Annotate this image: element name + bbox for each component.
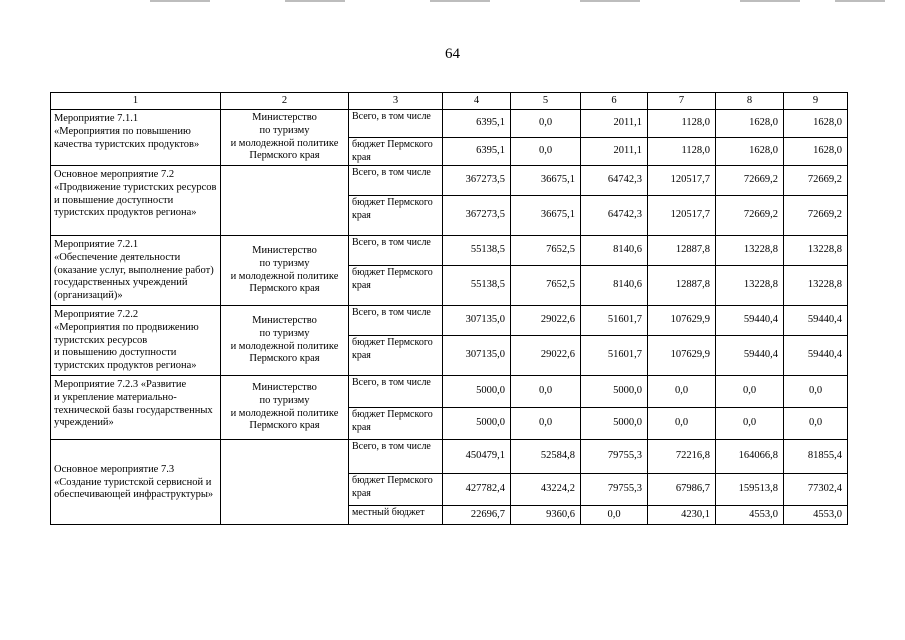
amount-cell: 0,0	[511, 408, 581, 440]
amount-cell: 2011,1	[581, 110, 648, 138]
amount-cell: 7652,5	[511, 266, 581, 306]
amount-cell: 0,0	[511, 138, 581, 166]
amount-cell: 450479,1	[443, 440, 511, 474]
activity-name-cell: Мероприятие 7.1.1 «Мероприятия по повышению качества туристских продуктов»	[51, 110, 221, 166]
amount-cell: 59440,4	[784, 336, 848, 376]
responsible-executor-cell: Министерство по туризму и молодежной политике Пермского края	[221, 376, 349, 440]
amount-cell: 120517,7	[648, 166, 716, 196]
amount-cell: 0,0	[511, 110, 581, 138]
amount-cell: 6395,1	[443, 138, 511, 166]
table-row	[51, 440, 848, 474]
amount-cell: 8140,6	[581, 236, 648, 266]
amount-cell: 72669,2	[716, 166, 784, 196]
amount-cell: 6395,1	[443, 110, 511, 138]
amount-cell: 367273,5	[443, 166, 511, 196]
amount-cell: 13228,8	[784, 266, 848, 306]
amount-cell: 64742,3	[581, 166, 648, 196]
amount-cell: 2011,1	[581, 138, 648, 166]
funding-source-cell: местный бюджет	[349, 506, 443, 525]
amount-cell: 55138,5	[443, 266, 511, 306]
amount-cell: 43224,2	[511, 474, 581, 506]
table-header	[51, 93, 848, 110]
scan-edge-line	[430, 0, 490, 2]
funding-source-cell: бюджет Пермского края	[349, 408, 443, 440]
column-number-header: 2	[221, 93, 349, 110]
amount-cell: 1128,0	[648, 110, 716, 138]
table-row	[51, 306, 848, 336]
amount-cell: 59440,4	[716, 336, 784, 376]
activity-name-cell: Мероприятие 7.2.1 «Обеспечение деятельности (оказание услуг, выполнение работ) государственных учреждений (организаций)»	[51, 236, 221, 306]
amount-cell: 72216,8	[648, 440, 716, 474]
amount-cell: 0,0	[784, 376, 848, 408]
amount-cell: 164066,8	[716, 440, 784, 474]
amount-cell: 67986,7	[648, 474, 716, 506]
header-row	[51, 93, 848, 110]
amount-cell: 72669,2	[784, 166, 848, 196]
amount-cell: 427782,4	[443, 474, 511, 506]
scan-edge-line	[285, 0, 345, 2]
amount-cell: 1628,0	[716, 138, 784, 166]
amount-cell: 1128,0	[648, 138, 716, 166]
amount-cell: 120517,7	[648, 196, 716, 236]
amount-cell: 8140,6	[581, 266, 648, 306]
table-row	[51, 376, 848, 408]
amount-cell: 5000,0	[443, 376, 511, 408]
amount-cell: 81855,4	[784, 440, 848, 474]
amount-cell: 0,0	[716, 376, 784, 408]
funding-source-cell: Всего, в том числе	[349, 110, 443, 138]
amount-cell: 72669,2	[784, 196, 848, 236]
amount-cell: 29022,6	[511, 336, 581, 376]
amount-cell: 1628,0	[784, 138, 848, 166]
responsible-executor-cell	[221, 440, 349, 525]
column-number-header: 8	[716, 93, 784, 110]
column-number-header: 4	[443, 93, 511, 110]
column-number-header: 6	[581, 93, 648, 110]
amount-cell: 0,0	[581, 506, 648, 525]
amount-cell: 13228,8	[784, 236, 848, 266]
amount-cell: 36675,1	[511, 166, 581, 196]
table-row	[51, 166, 848, 196]
table-row	[51, 110, 848, 138]
responsible-executor-cell: Министерство по туризму и молодежной политике Пермского края	[221, 110, 349, 166]
amount-cell: 307135,0	[443, 336, 511, 376]
funding-source-cell: бюджет Пермского края	[349, 474, 443, 506]
funding-source-cell: Всего, в том числе	[349, 440, 443, 474]
responsible-executor-cell: Министерство по туризму и молодежной политике Пермского края	[221, 236, 349, 306]
amount-cell: 5000,0	[581, 408, 648, 440]
scan-edge-line	[835, 0, 885, 2]
table-row	[51, 236, 848, 266]
amount-cell: 12887,8	[648, 266, 716, 306]
amount-cell: 307135,0	[443, 306, 511, 336]
activity-name-cell: Основное мероприятие 7.3 «Создание туристской сервисной и обеспечивающей инфраструктуры»	[51, 440, 221, 525]
amount-cell: 51601,7	[581, 336, 648, 376]
column-number-header: 7	[648, 93, 716, 110]
responsible-executor-cell	[221, 166, 349, 236]
funding-source-cell: Всего, в том числе	[349, 306, 443, 336]
amount-cell: 107629,9	[648, 336, 716, 376]
amount-cell: 4553,0	[784, 506, 848, 525]
funding-source-cell: Всего, в том числе	[349, 376, 443, 408]
amount-cell: 79755,3	[581, 440, 648, 474]
scan-edge-line	[150, 0, 210, 2]
amount-cell: 22696,7	[443, 506, 511, 525]
amount-cell: 13228,8	[716, 266, 784, 306]
column-number-header: 5	[511, 93, 581, 110]
amount-cell: 64742,3	[581, 196, 648, 236]
amount-cell: 4553,0	[716, 506, 784, 525]
amount-cell: 0,0	[648, 376, 716, 408]
amount-cell: 5000,0	[581, 376, 648, 408]
funding-source-cell: Всего, в том числе	[349, 166, 443, 196]
amount-cell: 79755,3	[581, 474, 648, 506]
funding-source-cell: бюджет Пермского края	[349, 266, 443, 306]
amount-cell: 367273,5	[443, 196, 511, 236]
amount-cell: 0,0	[511, 376, 581, 408]
scan-edge-line	[580, 0, 640, 2]
amount-cell: 107629,9	[648, 306, 716, 336]
amount-cell: 7652,5	[511, 236, 581, 266]
amount-cell: 59440,4	[716, 306, 784, 336]
amount-cell: 1628,0	[716, 110, 784, 138]
amount-cell: 1628,0	[784, 110, 848, 138]
amount-cell: 5000,0	[443, 408, 511, 440]
page-number: 64	[445, 46, 460, 62]
table-body	[51, 110, 848, 525]
amount-cell: 12887,8	[648, 236, 716, 266]
amount-cell: 159513,8	[716, 474, 784, 506]
funding-source-cell: бюджет Пермского края	[349, 196, 443, 236]
amount-cell: 36675,1	[511, 196, 581, 236]
amount-cell: 9360,6	[511, 506, 581, 525]
activity-name-cell: Мероприятие 7.2.2 «Мероприятия по продвижению туристских ресурсов и повышению доступности туристских продуктов региона»	[51, 306, 221, 376]
funding-source-cell: бюджет Пермского края	[349, 138, 443, 166]
amount-cell: 59440,4	[784, 306, 848, 336]
amount-cell: 72669,2	[716, 196, 784, 236]
activity-name-cell: Основное мероприятие 7.2 «Продвижение туристских ресурсов и повышение доступности туристских продуктов региона»	[51, 166, 221, 236]
funding-source-cell: бюджет Пермского края	[349, 336, 443, 376]
amount-cell: 0,0	[784, 408, 848, 440]
amount-cell: 52584,8	[511, 440, 581, 474]
amount-cell: 77302,4	[784, 474, 848, 506]
amount-cell: 0,0	[648, 408, 716, 440]
amount-cell: 4230,1	[648, 506, 716, 525]
amount-cell: 55138,5	[443, 236, 511, 266]
funding-source-cell: Всего, в том числе	[349, 236, 443, 266]
column-number-header: 3	[349, 93, 443, 110]
column-number-header: 1	[51, 93, 221, 110]
budget-table	[50, 92, 848, 525]
scan-edge-line	[740, 0, 800, 2]
column-number-header: 9	[784, 93, 848, 110]
responsible-executor-cell: Министерство по туризму и молодежной политике Пермского края	[221, 306, 349, 376]
amount-cell: 0,0	[716, 408, 784, 440]
activity-name-cell: Мероприятие 7.2.3 «Развитие и укрепление материально-технической базы государственных учреждений»	[51, 376, 221, 440]
amount-cell: 51601,7	[581, 306, 648, 336]
amount-cell: 13228,8	[716, 236, 784, 266]
amount-cell: 29022,6	[511, 306, 581, 336]
